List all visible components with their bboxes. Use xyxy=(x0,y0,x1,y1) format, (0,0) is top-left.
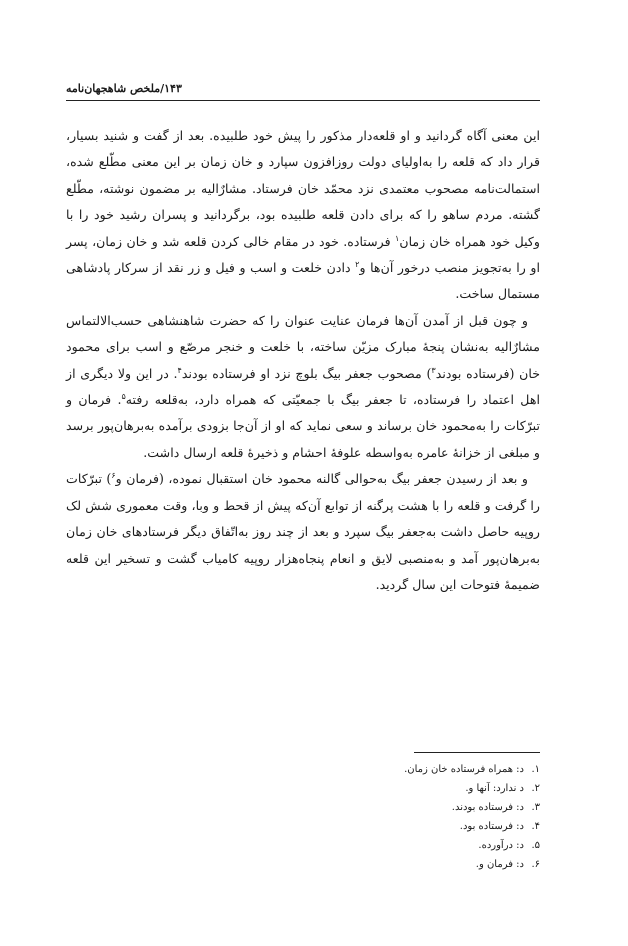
footnote-text: د: فرستاده بودند. xyxy=(451,802,524,813)
footnote-item xyxy=(240,836,540,855)
footnote-marker: ۴ xyxy=(177,365,182,375)
footnote-marker: ۱ xyxy=(395,233,400,243)
paragraph-text: و چون قبل از آمدن آن‌ها فرمان عنایت عنوان را که حضرت شاهنشاهی حسب‌الالتماس مشارٌالیه به‌نشان پنجهٔ مبارک مزیّن ساخته، با خلعت و خنجر مرصّع و اسب برای محمود خان (فرستاده بودند xyxy=(66,312,541,381)
footnote-text: د ندارد: آنها و. xyxy=(465,783,524,794)
paragraph-text: این معنی آگاه گردانید و او قلعه‌دار مذکور را پیش خود طلبیده. بعد از گفت و شنید بسیار، قرار داد که قلعه را به‌اولیای دولت روزافزون سپارد و خان زمان بر این معنی مطّلع شده، استمالت‌نامه مصحوب معتمدی نزد محمّد خان فرستاد. مشارٌالیه بر مضمون نوشته، مطّلع گشته. مردم ساهو را که برای دادن قلعه طلبیده بود، برگردانید و پسران رشید خود را با وکیل خود همراه خان زمان xyxy=(66,128,540,249)
body-paragraph xyxy=(66,123,540,308)
footnote-item xyxy=(240,798,540,817)
footnote-text: د: درآورده. xyxy=(478,840,524,851)
footnote-number: ۲. xyxy=(531,783,540,794)
footnote-number: ۴. xyxy=(531,821,540,832)
body-paragraph xyxy=(66,308,540,466)
footnote-marker: ۶ xyxy=(111,471,116,481)
paragraph-text: ) تبرّکات را گرفت و قلعه را با هشت پرگنه از توابع آن‌که پیش از قحط و وبا، وقت معموری شش لک روپیه حاصل داشت به‌جعفر بیگ سپرد و بعد از چند روز به‌اتّفاق دیگر فرستادهای خان زمان به‌برهان‌پور آمد و به‌منصبی لایق و انعام پنجاه‌هزار روپیه کامیاب گشت و تسخیر این قلعه ضمیمهٔ فتوحات این سال گردید. xyxy=(66,471,540,592)
footnote-number: ۳. xyxy=(531,802,540,813)
paragraph-text: فرستاده. خود در مقام خالی کردن قلعه شد و خان زمان، پسر او را به‌تجویز منصب درخور آن‌ها و xyxy=(66,233,540,276)
footnotes xyxy=(240,760,540,874)
footnote-marker: ۳ xyxy=(431,365,436,375)
running-title: ۱۴۳/ملخص شاهجهان‌نامه xyxy=(66,82,182,95)
footnote-item xyxy=(240,817,540,836)
footnote-item xyxy=(240,779,540,798)
footnote-text: د: فرمان و. xyxy=(475,859,524,870)
paragraph-text: ) مصحوب جعفر بیگ بلوچ نزد او فرستاده بودند xyxy=(181,365,432,381)
footnote-rule xyxy=(414,752,540,753)
paragraph-text: دادن خلعت و اسب و فیل و زر نقد از سرکار پادشاهی مستمال ساخت. xyxy=(66,260,540,302)
footnote-number: ۶. xyxy=(531,859,540,870)
footnote-marker: ۵ xyxy=(121,391,126,401)
header-rule xyxy=(66,100,540,101)
footnote-marker: ۲ xyxy=(355,259,360,269)
footnote-number: ۱. xyxy=(531,764,540,775)
paragraph-text: . فرمان و تبرّکات را به‌محمود خان برساند و سعی نماید که او از آن‌جا بزودی برآمده به‌برهان‌پور برسد و مبلغی از خزانهٔ عامره به‌واسطه علوفهٔ احشام و ذخیرهٔ قلعه ارسال داشت. xyxy=(66,392,540,460)
footnote-item xyxy=(240,760,540,779)
footnote-number: ۵. xyxy=(531,840,540,851)
paragraph-text: و بعد از رسیدن جعفر بیگ به‌حوالی گالنه محمود خان استقبال نموده، (فرمان و xyxy=(115,471,528,487)
footnote-text: د: فرستاده بود. xyxy=(459,821,524,832)
body-paragraph xyxy=(66,466,540,598)
body-text xyxy=(66,123,540,598)
footnote-text: د: همراه فرستاده خان زمان. xyxy=(404,764,524,775)
paragraph-text: . در این ولا دیگری از اهل اعتماد را فرستاده، تا جعفر بیگ با جمعیّتی که همراه دارد، به‌قلعه رفته xyxy=(66,365,540,408)
footnote-item xyxy=(240,855,540,874)
page-header xyxy=(66,80,540,102)
